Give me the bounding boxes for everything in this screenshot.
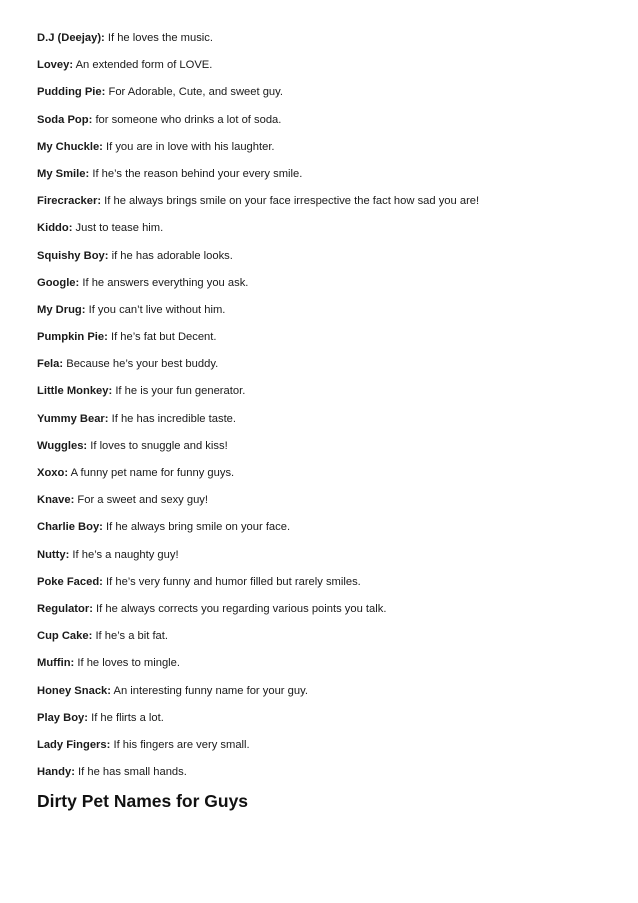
list-item (37, 356, 617, 383)
entry-term: Knave: (37, 494, 75, 507)
entry-term: My Chuckle: (37, 140, 103, 153)
list-item (37, 84, 617, 111)
entry-description: If you can’t live without him. (88, 303, 226, 316)
entry-description: For Adorable, Cute, and sweet guy. (108, 86, 284, 99)
list-item (37, 30, 617, 57)
entry-description: If he’s a naughty guy! (72, 548, 179, 561)
entry-description: For a sweet and sexy guy! (77, 494, 209, 507)
entry-description: An extended form of LOVE. (75, 59, 213, 72)
entry-description: If he flirts a lot. (91, 711, 164, 724)
list-item (37, 737, 617, 764)
entry-term: Firecracker: (37, 195, 102, 208)
list-item (37, 139, 617, 166)
entry-term: Soda Pop: (37, 113, 93, 126)
entry-term: Yummy Bear: (37, 412, 109, 425)
entry-description: if he has adorable looks. (111, 249, 233, 262)
entry-description: If he loves to mingle. (77, 657, 180, 670)
entry-description: If he has small hands. (78, 766, 187, 779)
entry-term: Poke Faced: (37, 575, 103, 588)
entry-description: for someone who drinks a lot of soda. (95, 113, 282, 126)
list-item (37, 710, 617, 737)
list-item (37, 275, 617, 302)
entry-term: Regulator: (37, 602, 93, 615)
entry-term: Little Monkey: (37, 385, 113, 398)
entry-term: Muffin: (37, 657, 75, 670)
list-item (37, 112, 617, 139)
entry-description: If he always corrects you regarding various points you talk. (96, 602, 387, 615)
entry-term: Charlie Boy: (37, 521, 103, 534)
entry-term: Pumpkin Pie: (37, 331, 108, 344)
list-item (37, 220, 617, 247)
entry-term: Lovey: (37, 59, 74, 72)
entry-term: Cup Cake: (37, 630, 93, 643)
list-item (37, 166, 617, 193)
entry-term: Google: (37, 276, 80, 289)
entry-description: If he has incredible taste. (111, 412, 237, 425)
entry-term: Honey Snack: (37, 684, 111, 697)
list-item (37, 329, 617, 356)
list-item (37, 547, 617, 574)
entry-term: Pudding Pie: (37, 86, 106, 99)
entry-description: If he answers everything you ask. (82, 276, 249, 289)
entry-term: Play Boy: (37, 711, 88, 724)
entry-term: Xoxo: (37, 467, 69, 479)
entry-description: If he always brings smile on your face irrespective the fact how sad you are! (104, 195, 480, 208)
entry-description: If he’s very funny and humor filled but rarely smiles. (106, 575, 361, 588)
entry-description: If you are in love with his laughter. (106, 140, 275, 153)
list-item (37, 57, 617, 84)
list-item (37, 655, 617, 682)
list-item (37, 438, 617, 465)
list-item (37, 492, 617, 519)
entry-description: If loves to snuggle and kiss! (90, 439, 228, 452)
entry-term: Handy: (37, 766, 75, 779)
list-item (37, 383, 617, 410)
pet-name-list (37, 30, 617, 791)
list-item (37, 465, 617, 492)
entry-term: Fela: (37, 358, 64, 371)
list-item (37, 411, 617, 438)
entry-term: My Smile: (37, 167, 90, 180)
entry-description: Just to tease him. (75, 222, 164, 235)
entry-description: If he’s a bit fat. (95, 630, 168, 643)
entry-term: D.J (Deejay): (37, 32, 105, 44)
entry-term: Wuggles: (37, 439, 88, 452)
list-item (37, 574, 617, 601)
entry-description: If he always bring smile on your face. (106, 521, 291, 534)
entry-description: Because he’s your best buddy. (66, 358, 219, 371)
entry-term: My Drug: (37, 303, 86, 316)
list-item (37, 248, 617, 275)
list-item (37, 628, 617, 655)
list-item (37, 764, 617, 791)
entry-term: Lady Fingers: (37, 738, 111, 751)
list-item (37, 601, 617, 628)
entry-term: Squishy Boy: (37, 249, 109, 262)
entry-description: An interesting funny name for your guy. (113, 684, 308, 697)
entry-description: If he is your fun generator. (115, 385, 246, 398)
section-heading: Dirty Pet Names for Guys (37, 791, 249, 811)
list-item (37, 683, 617, 710)
list-item (37, 519, 617, 546)
entry-description: If his fingers are very small. (113, 738, 250, 751)
entry-description: If he’s fat but Decent. (110, 331, 217, 344)
list-item (37, 193, 617, 220)
entry-term: Kiddo: (37, 222, 73, 235)
entry-description: If he loves the music. (107, 32, 213, 44)
entry-term: Nutty: (37, 548, 70, 561)
list-item (37, 302, 617, 329)
entry-description: A funny pet name for funny guys. (70, 467, 235, 479)
entry-description: If he’s the reason behind your every smile. (92, 167, 303, 180)
